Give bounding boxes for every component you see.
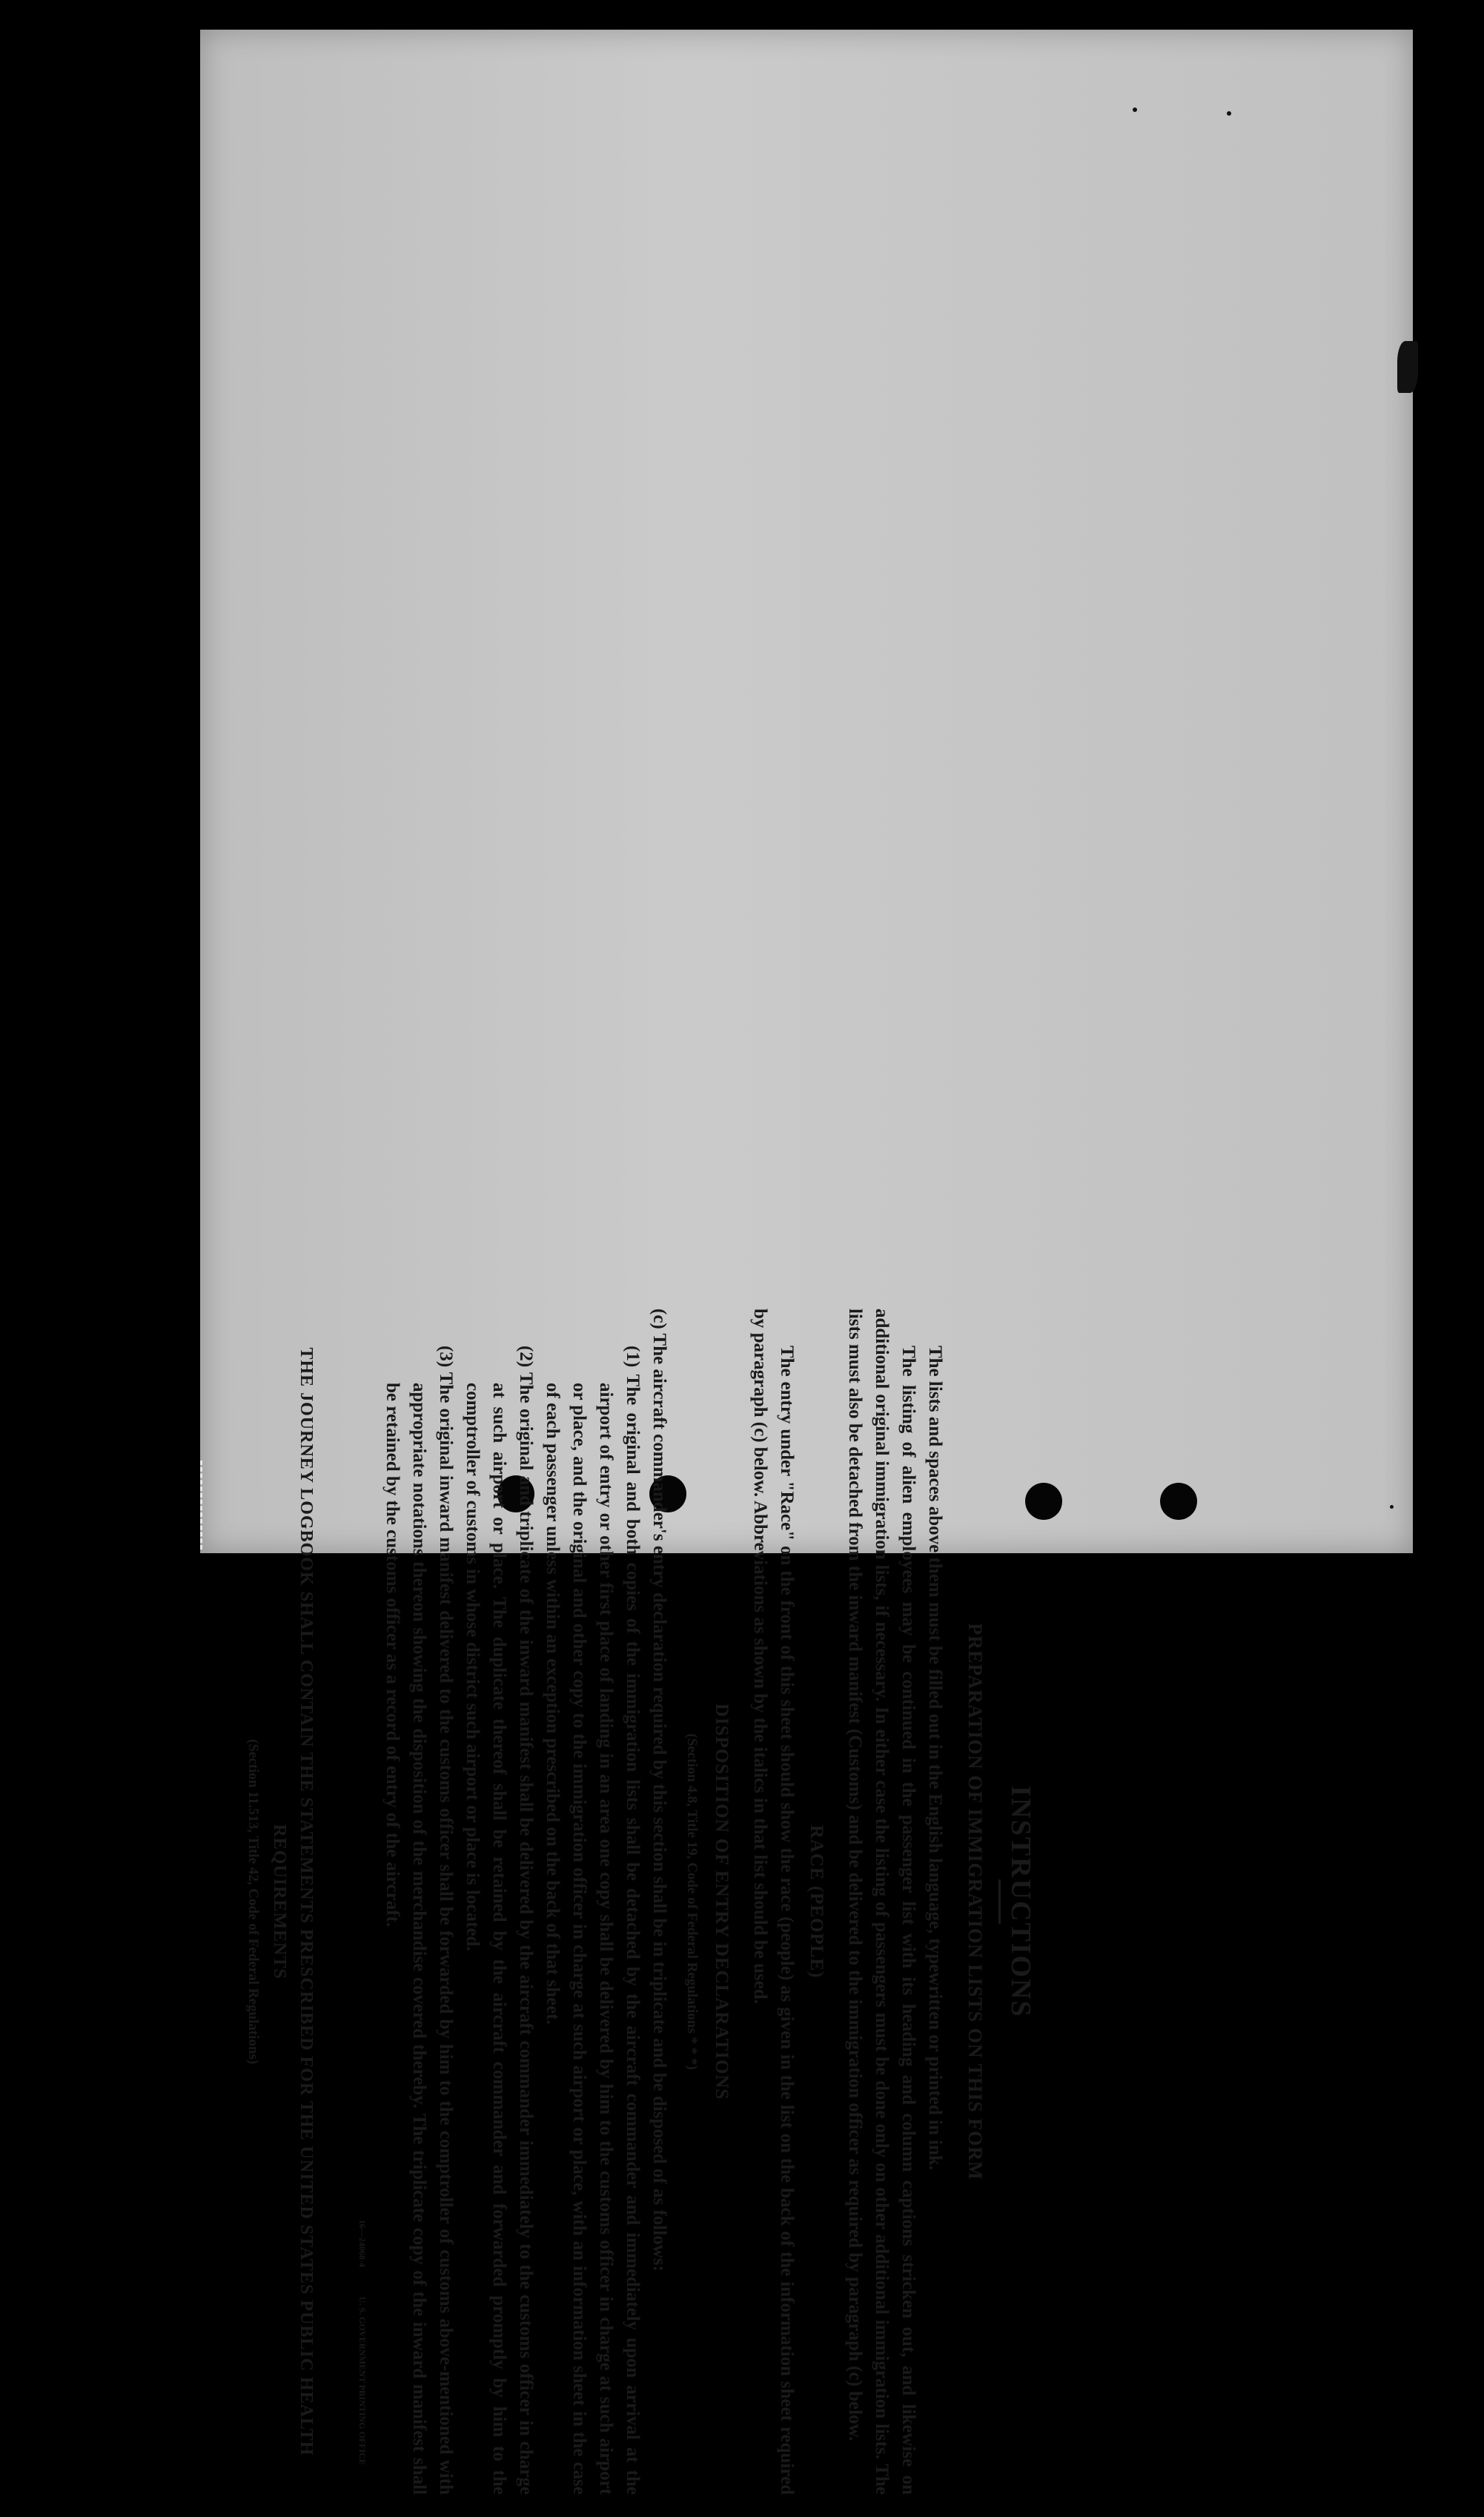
section-heading-preparation: PREPARATION OF IMMIGRATION LISTS ON THIS FORM [964,1623,986,2180]
section-citation: (Section 4.8, Title 19, Code of Federal Regulations * * *) [684,1733,700,2070]
punch-hole [1160,1483,1197,1520]
document-page [200,30,1413,2495]
footer-heading: THE JOURNEY LOGBOOK SHALL CONTAIN THE STATEMENTS PRESCRIBED FOR THE UNITED STATES PUBLIC HEALTH REQUIREMENTS [270,1347,316,2456]
section-heading-disposition: DISPOSITION OF ENTRY DECLARATIONS [712,1703,732,2100]
title-underline [998,1879,1001,1924]
ink-speck [1133,108,1137,112]
footer-citation: (Section 11.513, Title 42, Code of Federal Regulations) [245,1739,261,2065]
list-item-c: (c) The aircraft commander's entry declaration required by this section shall be in triplicate and be disposed of as follows: [649,1309,669,2272]
paragraph-2: The listing of alien employees may be continued in the passenger list with its heading and column captions stricken out, and likewise on additional original immigration lists, if necessary. In either case the listing of passengers must be done only on other additional immigration lists. The lists must also be detached from the inward manifest (Customs) and be delivered to the immigration officer as required by paragraph (c) below. [845,1309,918,2495]
form-number: 16—24068-4 [357,2219,368,2267]
paper-tear [1397,341,1418,393]
list-item-1: (1) The original and both copies of the immigration lists shall be detached by the aircraft commander and immediately upon arrival at the airport of entry or other first place of landing in an area one copy shall be delivered by him to the customs officer in charge at such airport or place, and the original and other copy to the immigration officer in charge at such airport or place, with an information sheet in the case of each passenger unless within an exception prescribed on the back of that sheet. [543,1346,643,2495]
paper-perforated-edge [200,1461,210,1549]
paragraph-1: The lists and spaces above them must be filled out in the English language, typewritten or printed in ink. [925,1346,945,2171]
paragraph-3: The entry under "Race" on the front of this sheet should show the race (people) as given in the list on the back of the information sheet required by paragraph (c) below. Abbreviations as shown by the italics in that list should be used. [750,1309,797,2495]
document-title: INSTRUCTIONS [1005,1785,1036,2018]
ink-speck [1390,1505,1394,1509]
rotated-text-block [245,1286,1038,2517]
print-info [349,1309,376,2495]
ink-speck [1227,111,1231,116]
list-item-3: (3) The original inward manifest delivered to the customs officer shall be forwarded by him to the comptroller of customs above-mentioned with appropriate notations thereon showing the disposition of the merchandise covered thereby. The triplicate copy of the inward manifest shall be retained by the customs officer as a record of entry of the aircraft. [382,1346,456,2495]
list-item-2: (2) The original and triplicate of the inward manifest shall be delivered by the aircraft commander immediately to the customs officer in charge at such airport or place. The duplicate thereof shall be retained by the aircraft commander and forwarded promptly by him to the comptroller of customs in whose district such airport or place is located. [463,1346,536,2495]
printer-name: U. S. GOVERNMENT PRINTING OFFICE [357,2296,368,2465]
section-heading-race: RACE (PEOPLE) [806,1825,827,1979]
